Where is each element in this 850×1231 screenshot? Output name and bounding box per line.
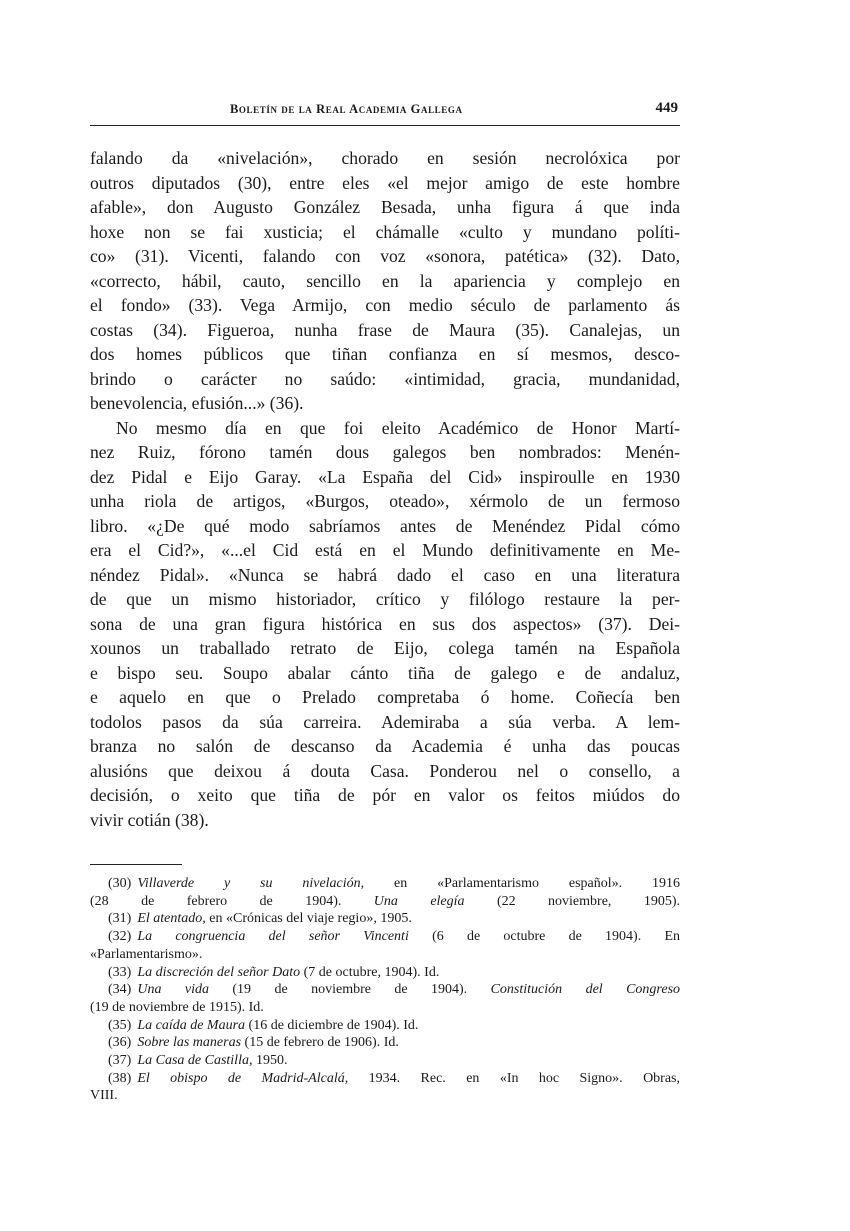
- footnote-30-cont: [90, 893, 680, 911]
- footnote-text: (19 de noviembre de 1904).: [232, 982, 468, 998]
- body-line: nez Ruiz, fórono tamén dous galegos ben nombrados: Menén-: [90, 442, 680, 462]
- footnote-title: Una vida: [137, 982, 209, 998]
- footnote-text: «Parlamentarismo».: [90, 946, 203, 962]
- footnote-number: (37): [108, 1053, 132, 1069]
- footnote-title: Villaverde y su nivelación,: [137, 876, 365, 891]
- body-line: dos homes públicos que tiñan confianza en sí mesmos, desco-: [90, 344, 680, 364]
- footnote-number: (36): [108, 1035, 132, 1051]
- footnote-text: (7 de octubre, 1904). Id.: [303, 964, 440, 980]
- footnote-text: en «Crónicas del viaje regio», 1905.: [209, 911, 412, 927]
- footnote-title: La Casa de Castilla,: [137, 1053, 253, 1069]
- footnote-title: Constitución del Congreso: [490, 982, 681, 998]
- footnote-text: en «Parlamentarismo español». 1916: [394, 876, 681, 891]
- footnote-number: (33): [108, 964, 132, 980]
- footnote-number: (38): [108, 1070, 132, 1086]
- body-line: e aquelo en que o Prelado compretaba ó home. Coñecía ben: [90, 687, 680, 707]
- footnote-33: [90, 964, 680, 982]
- footnote-text: (19 de noviembre de 1915). Id.: [90, 999, 264, 1015]
- body-line: de que un mismo historiador, crítico y filólogo restaure la per-: [90, 589, 680, 609]
- footnote-32-cont: [90, 946, 680, 964]
- body-line: branza no salón de descanso da Academia é unha das poucas: [90, 736, 680, 756]
- body-line: decisión, o xeito que tiña de pór en valor os feitos miúdos do: [90, 785, 680, 805]
- footnote-text: 1950.: [255, 1053, 288, 1069]
- body-line: sona de una gran figura histórica en sus dos aspectos» (37). Dei-: [90, 613, 680, 634]
- footnote-title: El obispo de Madrid-Alcalá,: [137, 1070, 349, 1086]
- footnote-title: Una elegía: [373, 893, 465, 909]
- footnote-number: (35): [108, 1017, 132, 1033]
- footnote-35: [90, 1017, 680, 1035]
- footnote-37: [90, 1052, 680, 1070]
- body-line: benevolencia, efusión...» (36).: [90, 393, 304, 413]
- body-line: e bispo seu. Soupo abalar cánto tiña de galego e de andaluz,: [90, 662, 680, 683]
- footnote-text: (16 de diciembre de 1904). Id.: [248, 1017, 419, 1033]
- body-line: unha riola de artigos, «Burgos, oteado», xérmolo de un fermoso: [90, 491, 680, 511]
- footnote-number: (32): [108, 929, 132, 945]
- body-line: vivir cotián (38).: [90, 809, 209, 830]
- footnote-title: La congruencia del señor Vincenti: [137, 929, 409, 945]
- body-line: afable», don Augusto González Besada, unha figura á que inda: [90, 197, 680, 217]
- body-line: dez Pidal e Eijo Garay. «La España del Cid» inspiroulle en 1930: [90, 466, 680, 487]
- body-line: todolos pasos da súa carreira. Ademiraba a súa verba. A lem-: [90, 711, 680, 732]
- body-line: alusións que deixou á douta Casa. Ponderou nel o consello, a: [90, 760, 680, 781]
- body-line: era el Cid?», «...el Cid está en el Mundo definitivamente en Me-: [90, 540, 680, 560]
- running-head: [90, 100, 680, 122]
- footnote-title: La caída de Maura: [137, 1017, 246, 1033]
- footnote-34-cont: [90, 999, 680, 1017]
- body-line: hoxe non se fai xusticia; el chámalle «culto y mundano políti-: [90, 221, 680, 242]
- body-line: xounos un traballado retrato de Eijo, colega tamén na Española: [90, 638, 680, 658]
- body-line: libro. «¿De qué modo sabríamos antes de Menéndez Pidal cómo: [90, 515, 680, 536]
- footnote-rule: [90, 864, 182, 865]
- body-line: el fondo» (33). Vega Armijo, con medio século de parlamento ás: [90, 295, 680, 315]
- body-line: «correcto, hábil, cauto, sencillo en la apariencia y complejo en: [90, 270, 680, 291]
- footnote-text: (22 noviembre, 1905).: [496, 893, 680, 909]
- body-line: brindo o carácter no saúdo: «intimidad, gracia, mundanidad,: [90, 368, 680, 389]
- footnote-number: (34): [108, 982, 132, 998]
- header-rule: [90, 125, 680, 126]
- footnote-title: Sobre las maneras: [137, 1035, 242, 1051]
- body-line: néndez Pidal». «Nunca se habrá dado el caso en una literatura: [90, 564, 680, 585]
- footnote-text: VIII.: [90, 1088, 118, 1104]
- footnote-title: La discreción del señor Dato: [137, 964, 301, 980]
- body-line: costas (34). Figueroa, nunha frase de Maura (35). Canalejas, un: [90, 319, 680, 340]
- footnote-38: [90, 1070, 680, 1088]
- footnote-36: [90, 1034, 680, 1052]
- body-line: No mesmo día en que foi eleito Académico de Honor Martí-: [116, 417, 680, 438]
- footnote-38-cont: [90, 1087, 680, 1105]
- footnote-30: [90, 875, 680, 893]
- footnote-31: [90, 910, 680, 928]
- footnote-text: (6 de octubre de 1904). En: [432, 929, 681, 945]
- body-line: co» (31). Vicenti, falando con voz «sonora, patética» (32). Dato,: [90, 246, 680, 266]
- body-line: outros diputados (30), entre eles «el mejor amigo de este hombre: [90, 172, 680, 193]
- page-number: 449: [655, 100, 678, 116]
- running-title: Boletín de la Real Academia Gallega: [230, 102, 463, 116]
- footnote-34: [90, 981, 680, 999]
- footnote-32: [90, 928, 680, 946]
- footnote-text: (28 de febrero de 1904).: [90, 893, 342, 909]
- footnote-number: (30): [108, 876, 132, 891]
- body-text: [90, 146, 680, 832]
- footnote-title: El atentado,: [137, 911, 206, 927]
- footnote-text: 1934. Rec. en «In hoc Signo». Obras,: [368, 1070, 681, 1086]
- footnotes: [90, 875, 680, 1105]
- body-line: falando da «nivelación», chorado en sesión necrolóxica por: [90, 148, 680, 168]
- footnote-text: (15 de febrero de 1906). Id.: [244, 1035, 399, 1051]
- footnote-number: (31): [108, 911, 132, 927]
